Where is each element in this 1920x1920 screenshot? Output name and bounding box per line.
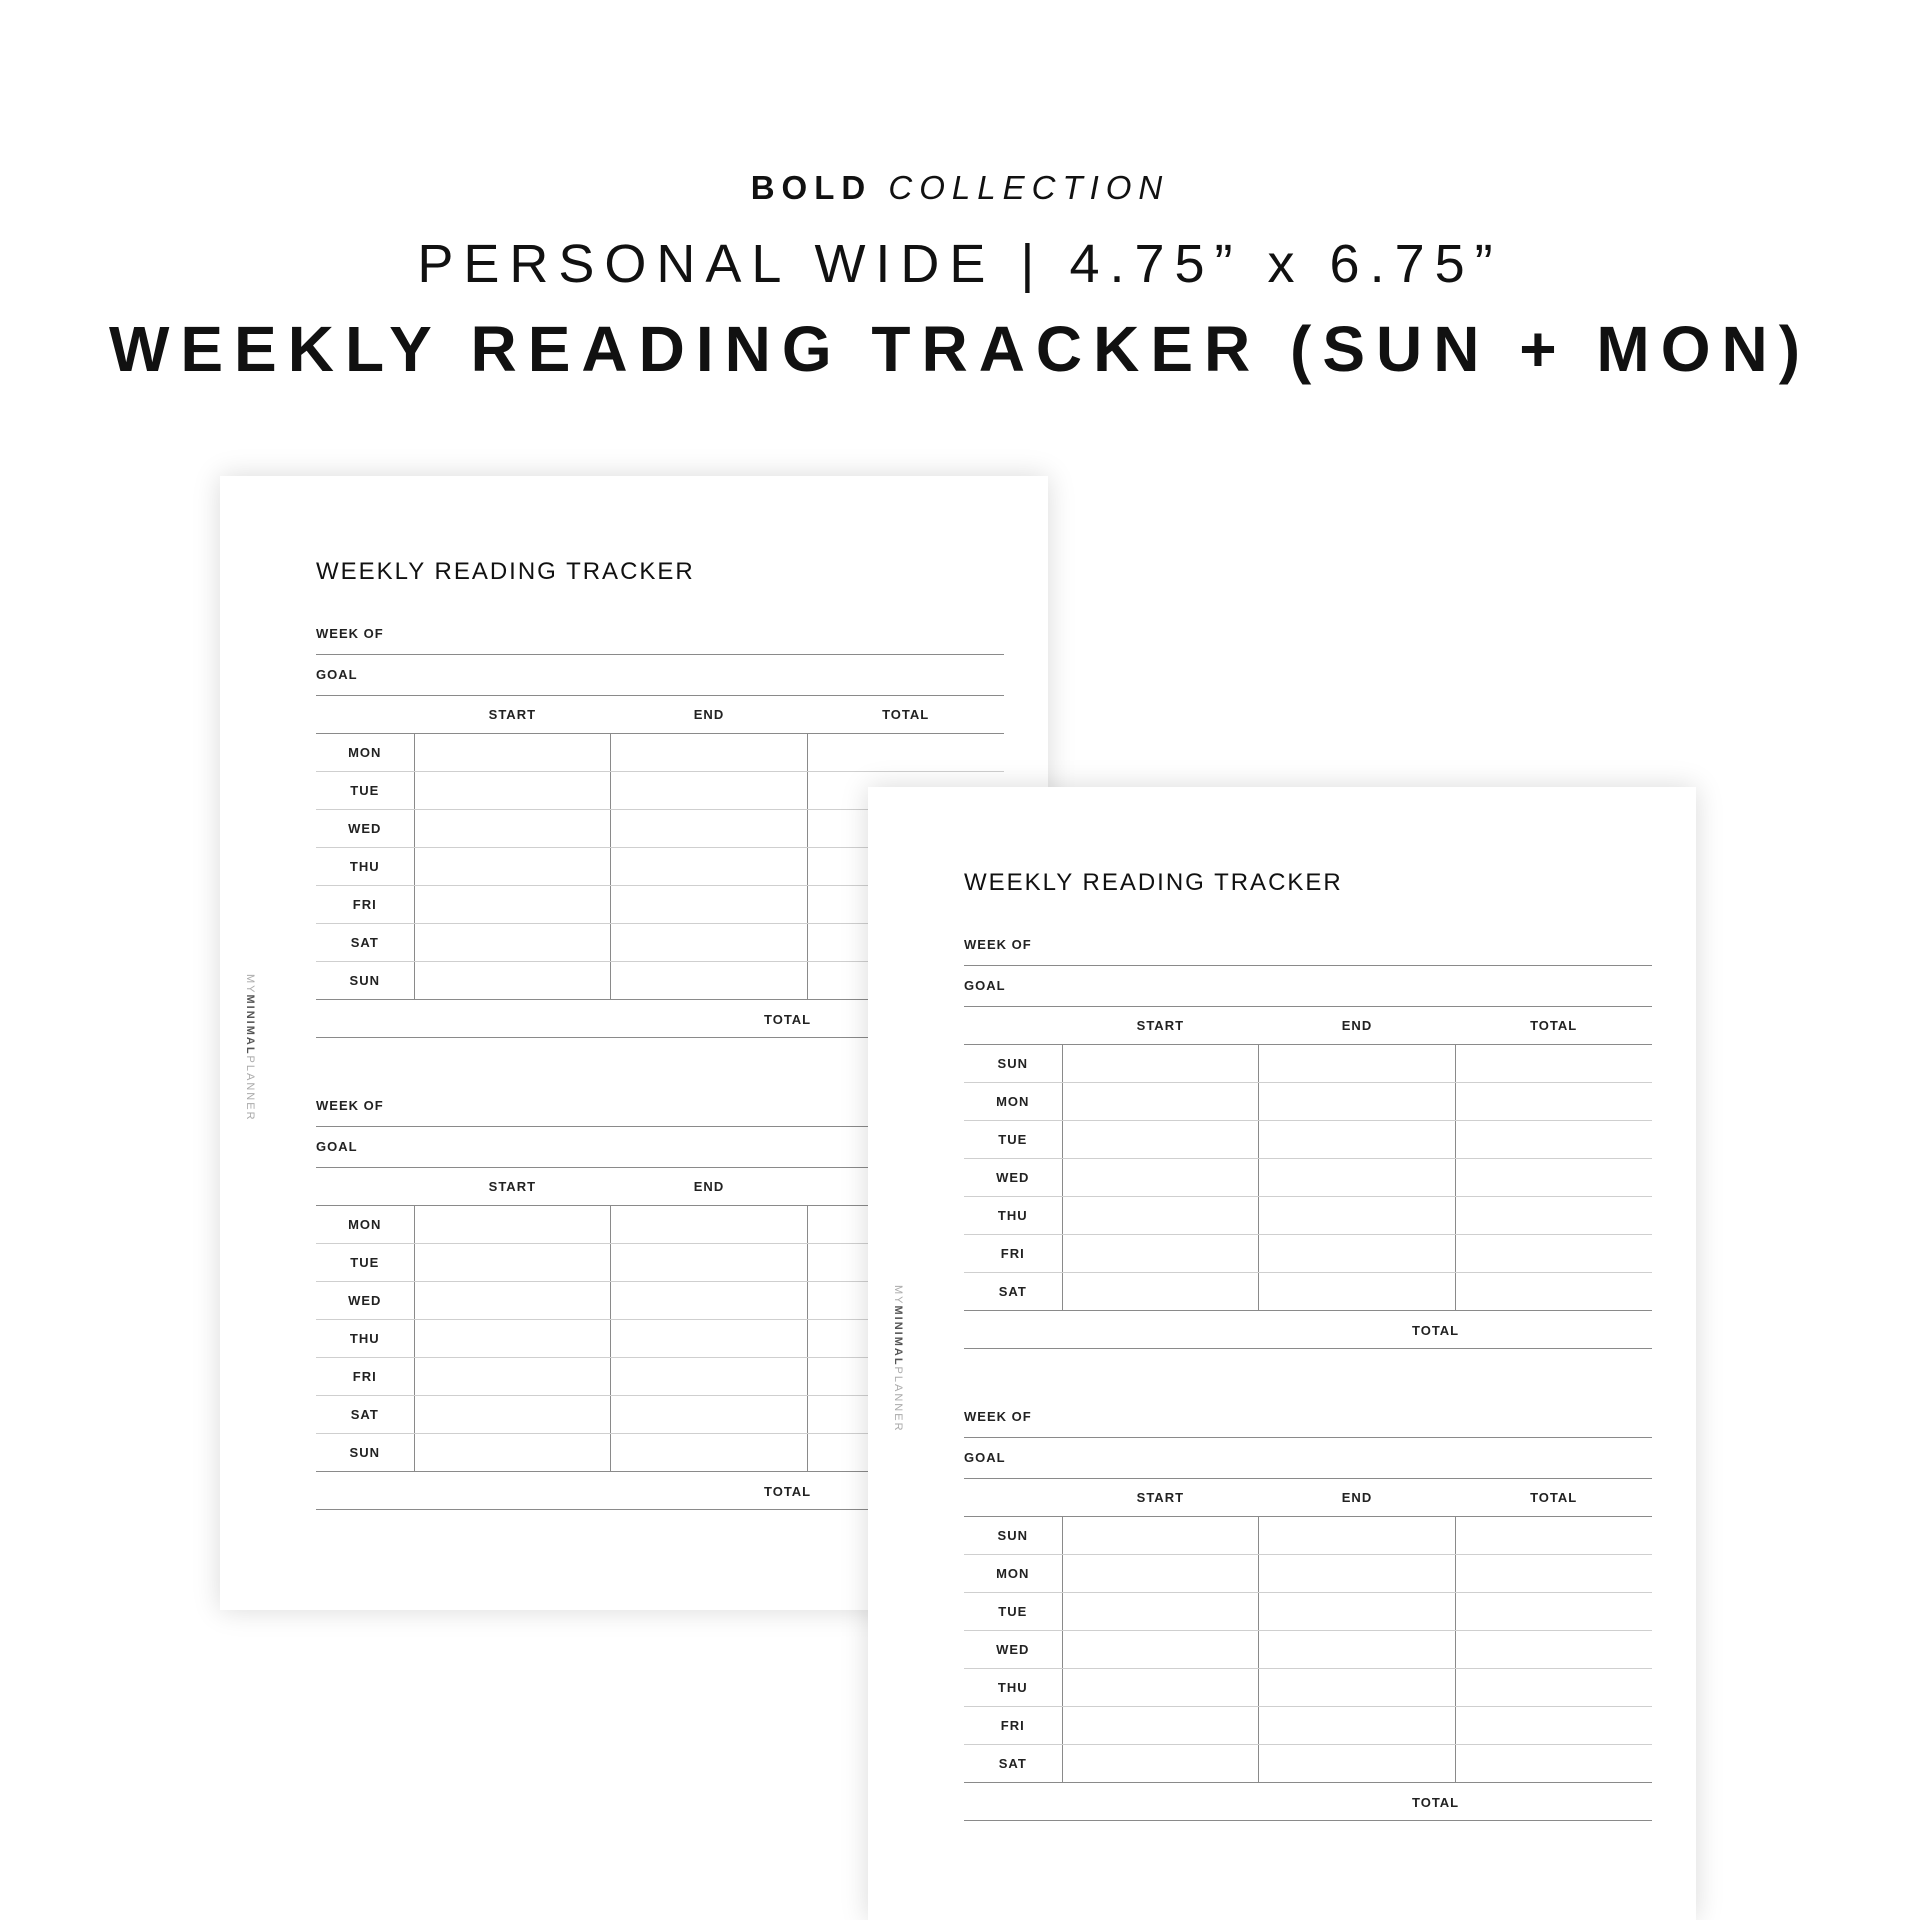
end-cell[interactable] [611, 1282, 808, 1320]
goal-field[interactable]: GOAL [316, 655, 1004, 696]
day-label: TUE [316, 772, 414, 810]
day-label: MON [964, 1083, 1062, 1121]
week-of-field[interactable]: WEEK OF [964, 1397, 1652, 1438]
total-cell[interactable] [807, 734, 1004, 772]
end-cell[interactable] [1259, 1593, 1456, 1631]
end-cell[interactable] [611, 962, 808, 1000]
end-cell[interactable] [1259, 1121, 1456, 1159]
start-cell[interactable] [414, 1282, 611, 1320]
week-block-2 [964, 1397, 1652, 1821]
tracker-table [964, 1479, 1652, 1783]
day-label: TUE [316, 1244, 414, 1282]
header-row [964, 1479, 1652, 1517]
start-cell[interactable] [414, 1206, 611, 1244]
start-cell[interactable] [1062, 1631, 1259, 1669]
goal-field[interactable]: GOAL [316, 1127, 1004, 1168]
start-cell[interactable] [414, 1244, 611, 1282]
day-label: FRI [316, 1358, 414, 1396]
start-cell[interactable] [1062, 1083, 1259, 1121]
total-cell[interactable] [1455, 1517, 1652, 1555]
end-cell[interactable] [1259, 1555, 1456, 1593]
brand-part-planner: PLANNER [244, 1055, 256, 1122]
total-cell[interactable] [1455, 1045, 1652, 1083]
end-cell[interactable] [1259, 1273, 1456, 1311]
header-row [316, 696, 1004, 734]
start-cell[interactable] [1062, 1669, 1259, 1707]
day-label: SAT [964, 1745, 1062, 1783]
day-label: TUE [964, 1121, 1062, 1159]
table-row [964, 1083, 1652, 1121]
end-cell[interactable] [1259, 1745, 1456, 1783]
week-of-field[interactable]: WEEK OF [964, 925, 1652, 966]
end-cell[interactable] [1259, 1083, 1456, 1121]
header-end: END [611, 696, 808, 734]
table-row [316, 734, 1004, 772]
table-row [964, 1045, 1652, 1083]
week-block-1 [964, 925, 1652, 1349]
week-of-field[interactable]: WEEK OF [316, 614, 1004, 655]
day-label: SAT [316, 924, 414, 962]
brand-part-minimal: MINIMAL [892, 1305, 904, 1367]
end-cell[interactable] [1259, 1707, 1456, 1745]
header-start: START [1062, 1479, 1259, 1517]
goal-field[interactable]: GOAL [964, 1438, 1652, 1479]
brand-watermark [892, 1285, 904, 1433]
day-label: THU [316, 1320, 414, 1358]
header-total: TOTAL [807, 696, 1004, 734]
size-line: PERSONAL WIDE | 4.75” x 6.75” [417, 234, 1503, 294]
day-label: SAT [964, 1273, 1062, 1311]
day-label: SUN [964, 1045, 1062, 1083]
header-day [316, 696, 414, 734]
week-of-field[interactable]: WEEK OF [316, 1086, 1004, 1127]
table-row [964, 1669, 1652, 1707]
end-cell[interactable] [611, 886, 808, 924]
header-day [964, 1479, 1062, 1517]
day-label: SAT [316, 1396, 414, 1434]
table-row [964, 1159, 1652, 1197]
start-cell[interactable] [1062, 1593, 1259, 1631]
day-label: MON [316, 1206, 414, 1244]
end-cell[interactable] [611, 1206, 808, 1244]
day-label: SUN [316, 962, 414, 1000]
table-row [964, 1235, 1652, 1273]
total-cell[interactable] [1455, 1707, 1652, 1745]
table-row [964, 1555, 1652, 1593]
table-row [964, 1273, 1652, 1311]
day-label: WED [316, 810, 414, 848]
total-cell[interactable] [1455, 1235, 1652, 1273]
header-start: START [1062, 1007, 1259, 1045]
end-cell[interactable] [1259, 1631, 1456, 1669]
start-cell[interactable] [414, 1358, 611, 1396]
start-cell[interactable] [1062, 1235, 1259, 1273]
day-label: THU [964, 1669, 1062, 1707]
day-label: MON [964, 1555, 1062, 1593]
end-cell[interactable] [611, 1434, 808, 1472]
table-row [964, 1121, 1652, 1159]
total-cell[interactable] [1455, 1555, 1652, 1593]
table-row [964, 1517, 1652, 1555]
header-row [964, 1007, 1652, 1045]
day-label: WED [316, 1282, 414, 1320]
start-cell[interactable] [414, 1434, 611, 1472]
day-label: SUN [316, 1434, 414, 1472]
collection-italic: COLLECTION [888, 169, 1170, 206]
day-label: WED [964, 1159, 1062, 1197]
header-total: TOTAL [1455, 1479, 1652, 1517]
total-cell[interactable] [1455, 1593, 1652, 1631]
table-row [964, 1197, 1652, 1235]
header-end: END [1259, 1007, 1456, 1045]
total-cell[interactable] [1455, 1121, 1652, 1159]
start-cell[interactable] [1062, 1159, 1259, 1197]
sheet-title: WEEKLY READING TRACKER [316, 558, 695, 585]
brand-part-my: MY [244, 974, 256, 995]
header-day [316, 1168, 414, 1206]
main-title: WEEKLY READING TRACKER (SUN + MON) [108, 313, 1812, 385]
start-cell[interactable] [414, 1396, 611, 1434]
start-cell[interactable] [414, 734, 611, 772]
header-day [964, 1007, 1062, 1045]
end-cell[interactable] [611, 1358, 808, 1396]
end-cell[interactable] [1259, 1045, 1456, 1083]
total-cell[interactable] [1455, 1083, 1652, 1121]
start-cell[interactable] [414, 848, 611, 886]
start-cell[interactable] [1062, 1121, 1259, 1159]
end-cell[interactable] [611, 924, 808, 962]
end-cell[interactable] [1259, 1197, 1456, 1235]
start-cell[interactable] [1062, 1197, 1259, 1235]
end-cell[interactable] [1259, 1517, 1456, 1555]
start-cell[interactable] [414, 810, 611, 848]
day-label: FRI [964, 1707, 1062, 1745]
table-row [964, 1631, 1652, 1669]
table-row [964, 1707, 1652, 1745]
end-cell[interactable] [611, 1396, 808, 1434]
collection-label [0, 168, 1920, 208]
end-cell[interactable] [611, 1244, 808, 1282]
day-label: FRI [316, 886, 414, 924]
total-cell[interactable] [1455, 1631, 1652, 1669]
start-cell[interactable] [1062, 1745, 1259, 1783]
start-cell[interactable] [1062, 1517, 1259, 1555]
brand-part-planner: PLANNER [892, 1366, 904, 1433]
start-cell[interactable] [414, 1320, 611, 1358]
sheet-title: WEEKLY READING TRACKER [964, 869, 1343, 896]
start-cell[interactable] [414, 886, 611, 924]
end-cell[interactable] [1259, 1235, 1456, 1273]
day-label: THU [316, 848, 414, 886]
day-label: MON [316, 734, 414, 772]
start-cell[interactable] [414, 772, 611, 810]
end-cell[interactable] [1259, 1159, 1456, 1197]
start-cell[interactable] [1062, 1555, 1259, 1593]
weekly-total-label: TOTAL [1412, 1795, 1460, 1810]
table-row [964, 1593, 1652, 1631]
total-cell[interactable] [1455, 1745, 1652, 1783]
day-label: FRI [964, 1235, 1062, 1273]
total-cell[interactable] [1455, 1159, 1652, 1197]
total-cell[interactable] [1455, 1273, 1652, 1311]
table-row [964, 1745, 1652, 1783]
brand-part-minimal: MINIMAL [244, 994, 256, 1056]
start-cell[interactable] [1062, 1707, 1259, 1745]
tracker-table [964, 1007, 1652, 1311]
brand-watermark [244, 974, 256, 1122]
day-label: TUE [964, 1593, 1062, 1631]
total-cell[interactable] [1455, 1197, 1652, 1235]
collection-bold: BOLD [750, 169, 873, 206]
end-cell[interactable] [1259, 1669, 1456, 1707]
goal-field[interactable]: GOAL [964, 966, 1652, 1007]
start-cell[interactable] [1062, 1045, 1259, 1083]
start-cell[interactable] [1062, 1273, 1259, 1311]
weekly-total-label: TOTAL [764, 1484, 812, 1499]
header-start: START [414, 1168, 611, 1206]
end-cell[interactable] [611, 1320, 808, 1358]
end-cell[interactable] [611, 734, 808, 772]
start-cell[interactable] [414, 924, 611, 962]
weekly-total-label: TOTAL [764, 1012, 812, 1027]
day-label: SUN [964, 1517, 1062, 1555]
weekly-total-row[interactable] [964, 1311, 1652, 1349]
header-end: END [1259, 1479, 1456, 1517]
header-end: END [611, 1168, 808, 1206]
brand-part-my: MY [892, 1285, 904, 1306]
end-cell[interactable] [611, 772, 808, 810]
sheet-sunday-start [868, 787, 1696, 1920]
header-start: START [414, 696, 611, 734]
header-total: TOTAL [1455, 1007, 1652, 1045]
day-label: WED [964, 1631, 1062, 1669]
total-cell[interactable] [1455, 1669, 1652, 1707]
weekly-total-row[interactable] [964, 1783, 1652, 1821]
start-cell[interactable] [414, 962, 611, 1000]
weekly-total-label: TOTAL [1412, 1323, 1460, 1338]
day-label: THU [964, 1197, 1062, 1235]
end-cell[interactable] [611, 810, 808, 848]
end-cell[interactable] [611, 848, 808, 886]
